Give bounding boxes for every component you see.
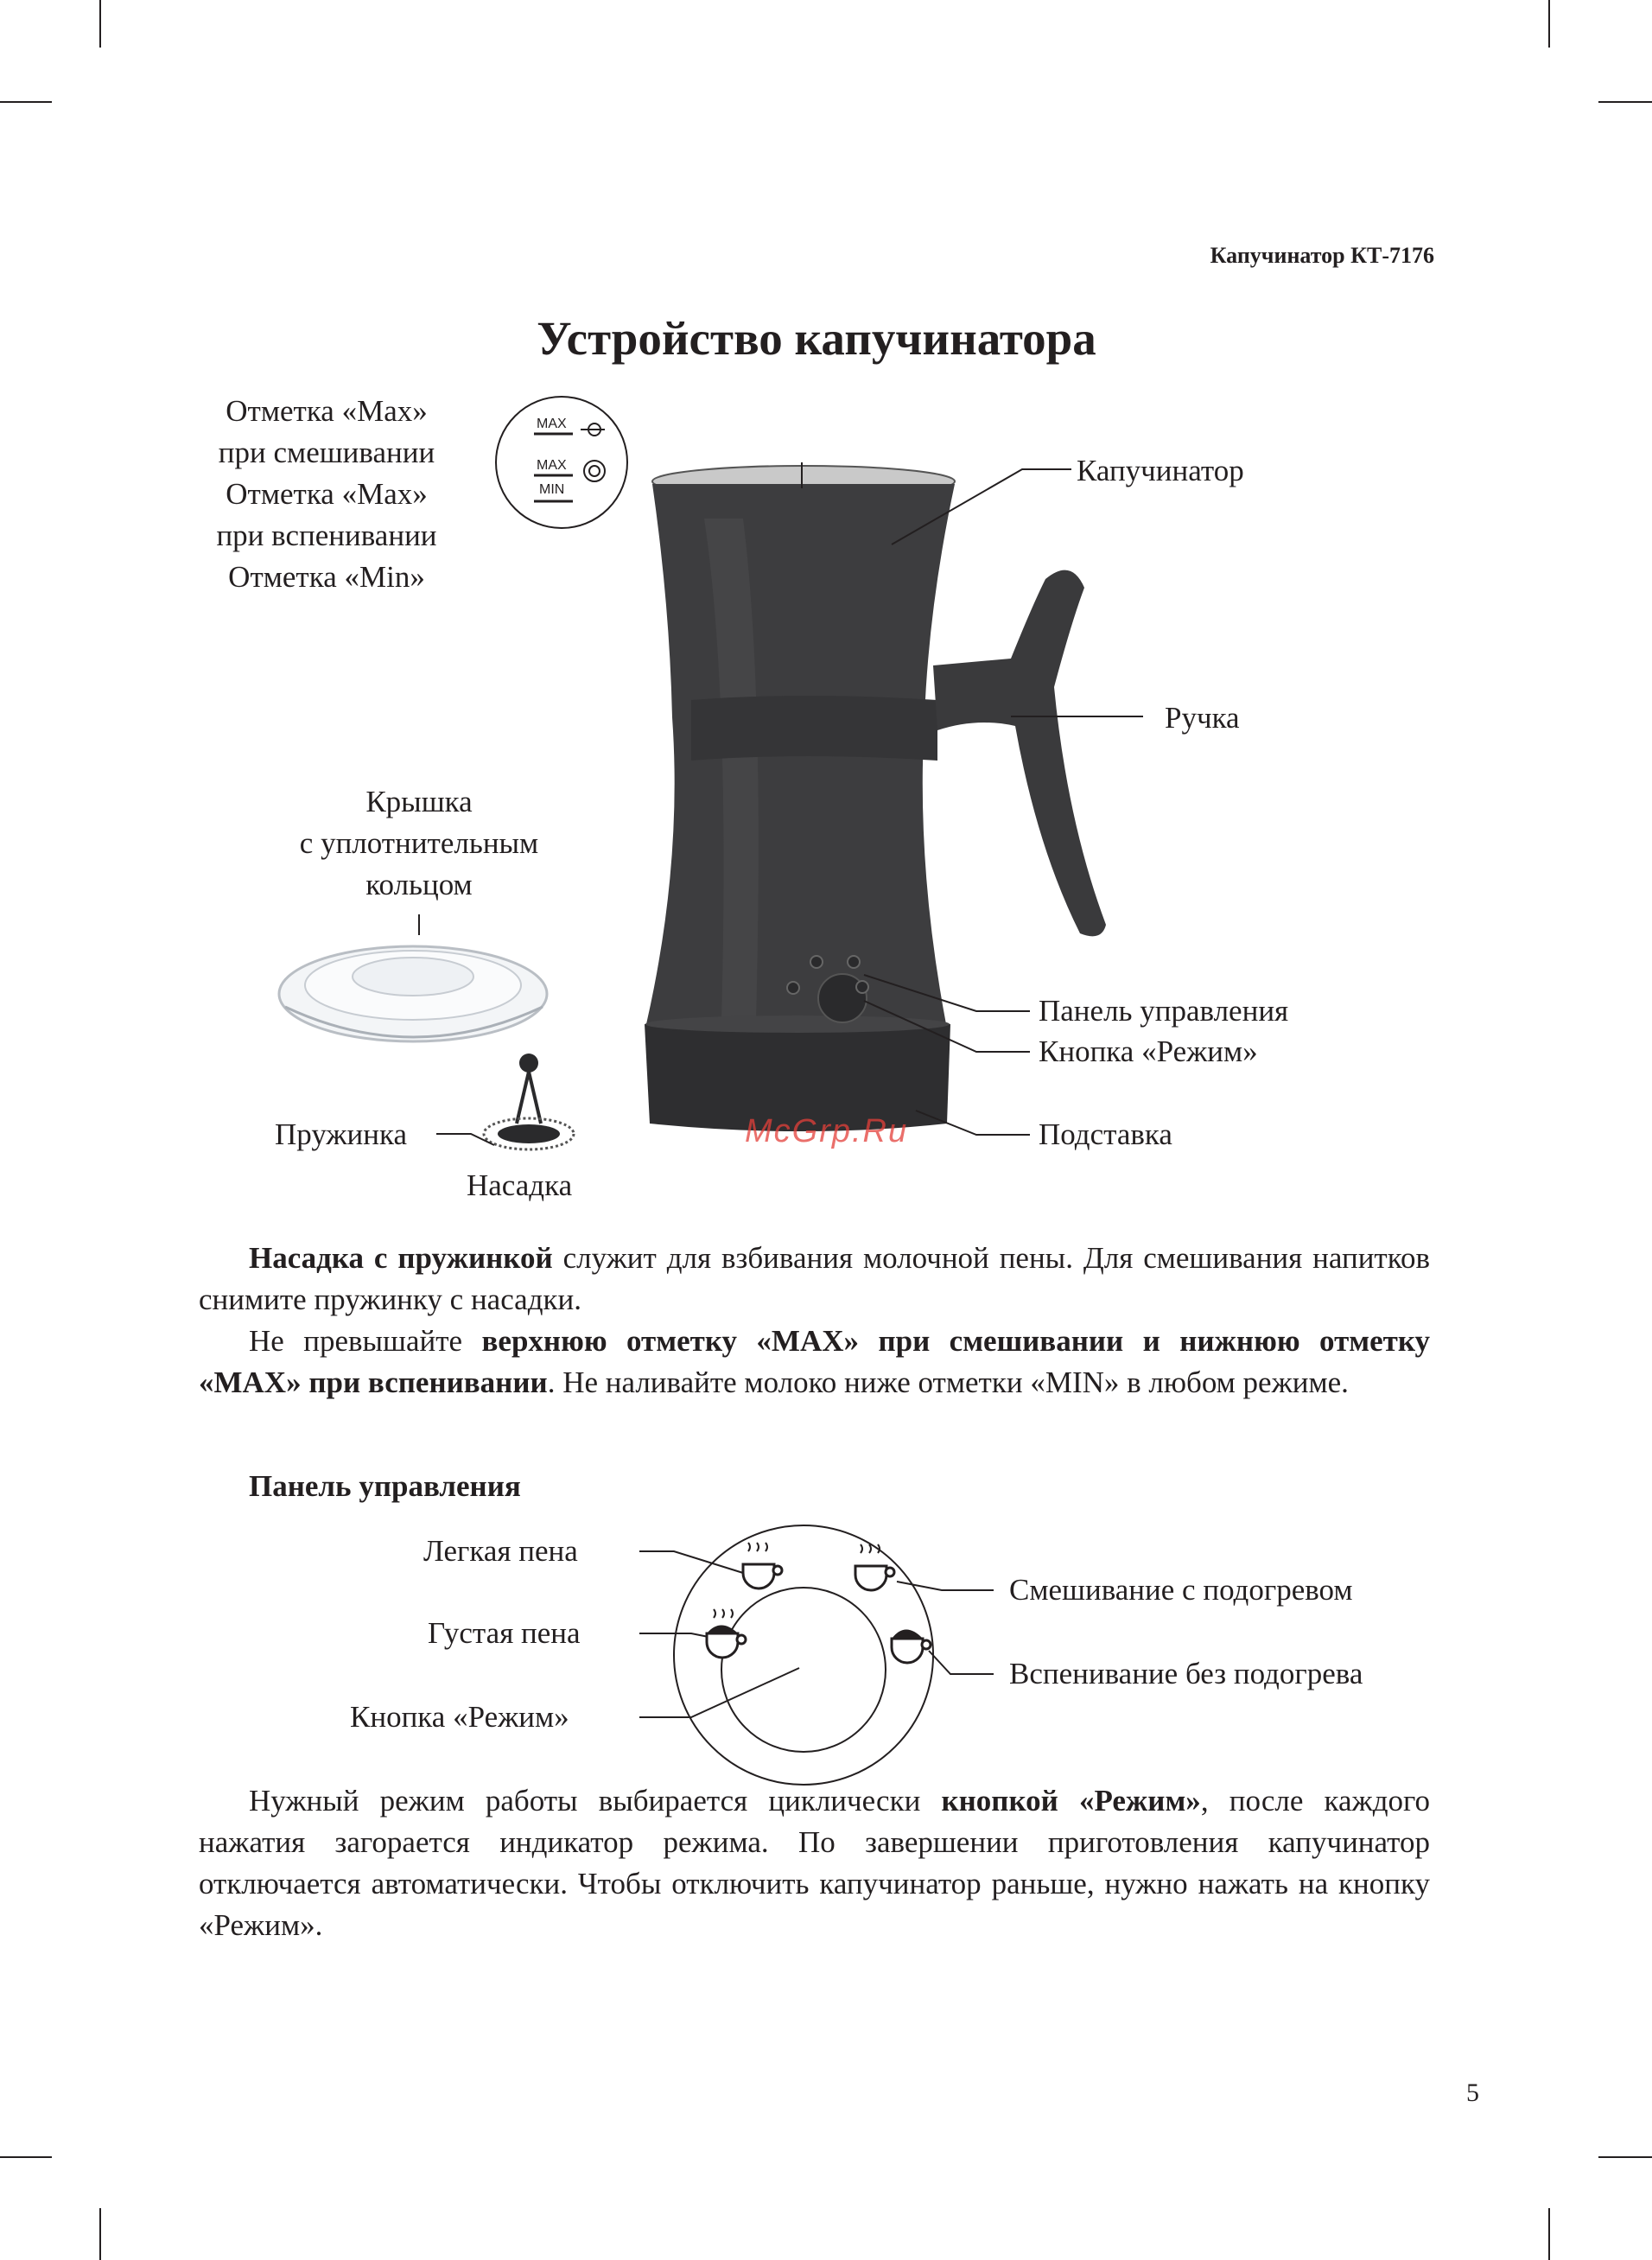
max-mix-label: Отметка «Max»: [226, 394, 428, 428]
indicator-light: [856, 981, 868, 993]
control-panel-label: Панель управления: [1039, 994, 1289, 1028]
paragraph-whisk: Насадка с пружинкой служит для взбивания молочной пены. Для смешивания напитков снимите пружинку с насадки.: [199, 1241, 1430, 1316]
handle: [933, 570, 1106, 937]
mode-button-label: Кнопка «Режим»: [1039, 1035, 1258, 1068]
watermark: McGrp.Ru: [745, 1113, 909, 1149]
foam-no-heat-label: Вспенивание без подогрева: [1009, 1657, 1363, 1690]
max-mix-label-cont: при смешивании: [218, 436, 435, 469]
control-panel-heading: Панель управления: [249, 1469, 521, 1503]
indicator-light: [787, 982, 799, 994]
light-foam-label: Легкая пена: [423, 1534, 578, 1568]
mix-heat-icon: [855, 1544, 894, 1590]
page-title: Устройство капучинатора: [537, 312, 1096, 365]
lid-label: Крышка с уплотнительным кольцом: [299, 785, 539, 901]
badge-max-1: MAX: [537, 417, 567, 431]
running-header: Капучинатор КТ-7176: [1210, 243, 1434, 268]
lid-with-seal: [279, 946, 547, 1041]
light-foam-icon: [743, 1543, 782, 1588]
control-panel-diagram: [639, 1525, 994, 1785]
thick-foam-label: Густая пена: [428, 1616, 581, 1650]
whisk-label: Насадка: [467, 1168, 573, 1202]
handle-label: Ручка: [1165, 701, 1240, 735]
spring-label: Пружинка: [275, 1117, 408, 1151]
paragraph-mode: Нужный режим работы выбирается циклически кнопкой «Режим», после каждого нажатия загорается индикатор режима. По завершении приготовления капучинатор отключается автоматически. Чтобы отключить капучинатор раньше, нужно нажать на кнопку «Режим».: [199, 1784, 1430, 1942]
cappuccinator-label: Капучинатор: [1077, 454, 1244, 487]
thick-foam-icon: [707, 1609, 746, 1658]
panel-mode-button-label: Кнопка «Режим»: [350, 1700, 569, 1734]
whisk-attachment: [484, 1054, 574, 1149]
badge-max-2: MAX: [537, 458, 567, 473]
paragraph-block-1: [199, 1238, 1430, 1404]
max-foam-label-cont: при вспенивании: [216, 519, 437, 552]
indicator-light: [848, 956, 860, 968]
foam-no-heat-icon: [892, 1631, 931, 1663]
min-label: Отметка «Min»: [228, 560, 425, 594]
max-foam-label: Отметка «Max»: [226, 477, 428, 511]
mix-heat-label: Смешивание с подогревом: [1009, 1573, 1353, 1607]
stand-label: Подставка: [1039, 1117, 1172, 1151]
page-number: 5: [1466, 2079, 1479, 2107]
paragraph-block-2: [199, 1780, 1430, 1946]
badge-min: MIN: [539, 482, 565, 497]
cappuccinator-jug: [645, 466, 955, 1131]
paragraph-marks: Не превышайте верхнюю отметку «MAX» при смешивании и нижнюю отметку «MAX» при вспенивании. Не наливайте молоко ниже отметки «MIN» в любом режиме.: [199, 1324, 1430, 1399]
indicator-light: [810, 956, 823, 968]
marks-label: [188, 391, 465, 598]
